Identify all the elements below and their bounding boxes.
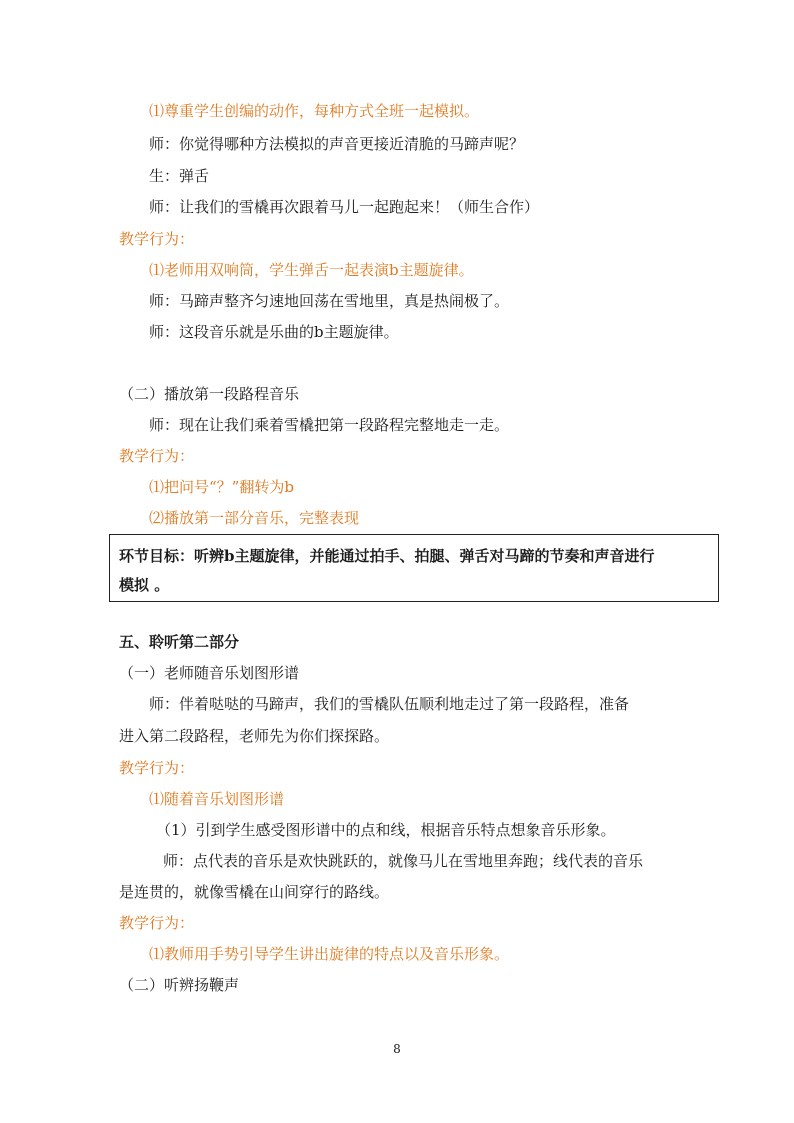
teacher-line: 师：点代表的音乐是欢快跳跃的，就像马儿在雪地里奔跑；线代表的音乐: [163, 852, 644, 870]
goal-text-line1: 环节目标：听辨b主题旋律，并能通过拍手、拍腿、弹舌对马蹄的节奏和声音进行: [119, 547, 655, 565]
activity-note: ⑴尊重学生创编的动作，每种方式全班一起模拟。: [149, 102, 480, 120]
activity-note: ⑴把问号“？”翻转为b: [149, 478, 294, 496]
teacher-line: 师：马蹄声整齐匀速地回荡在雪地里，真是热闹极了。: [149, 292, 510, 310]
activity-note: ⑴随着音乐划图形谱: [149, 790, 285, 808]
teaching-behavior-heading: 教学行为：: [119, 759, 195, 777]
teacher-line: 师：伴着哒哒的马蹄声，我们的雪橇队伍顺利地走过了第一段路程，准备: [149, 695, 630, 713]
teacher-line-continued: 进入第二段路程，老师先为你们探探路。: [119, 727, 390, 745]
teacher-line: 师：这段音乐就是乐曲的b主题旋律。: [149, 323, 399, 341]
page-number: 8: [393, 1042, 401, 1056]
teacher-line: 师：现在让我们乘着雪橇把第一段路程完整地走一走。: [149, 416, 510, 434]
subsection-heading: （一）老师随音乐划图形谱: [119, 664, 300, 682]
section-heading: 五、聆听第二部分: [119, 633, 240, 651]
goal-box: [109, 534, 719, 602]
activity-note: ⑴老师用双响筒，学生弹舌一起表演b主题旋律。: [149, 261, 474, 279]
teacher-line: 师：让我们的雪橇再次跟着马儿一起跑起来！（师生合作）: [149, 198, 540, 216]
guidance-line: （1）引到学生感受图形谱中的点和线，根据音乐特点想象音乐形象。: [156, 821, 616, 839]
subsection-heading: （二）播放第一段路程音乐: [119, 385, 300, 403]
teaching-behavior-heading: 教学行为：: [119, 914, 195, 932]
activity-note: ⑵播放第一部分音乐，完整表现: [149, 509, 360, 527]
teacher-line: 师：你觉得哪种方法模拟的声音更接近清脆的马蹄声呢？: [149, 135, 525, 153]
student-line: 生：弹舌: [149, 167, 210, 185]
teaching-behavior-heading: 教学行为：: [119, 230, 195, 248]
goal-text-line2: 模拟 。: [119, 576, 170, 594]
activity-note: ⑴教师用手势引导学生讲出旋律的特点以及音乐形象。: [149, 945, 510, 963]
teaching-behavior-heading: 教学行为：: [119, 447, 195, 465]
teacher-line-continued: 是连贯的，就像雪橇在山间穿行的路线。: [119, 883, 390, 901]
subsection-heading: （二）听辨扬鞭声: [119, 976, 240, 994]
